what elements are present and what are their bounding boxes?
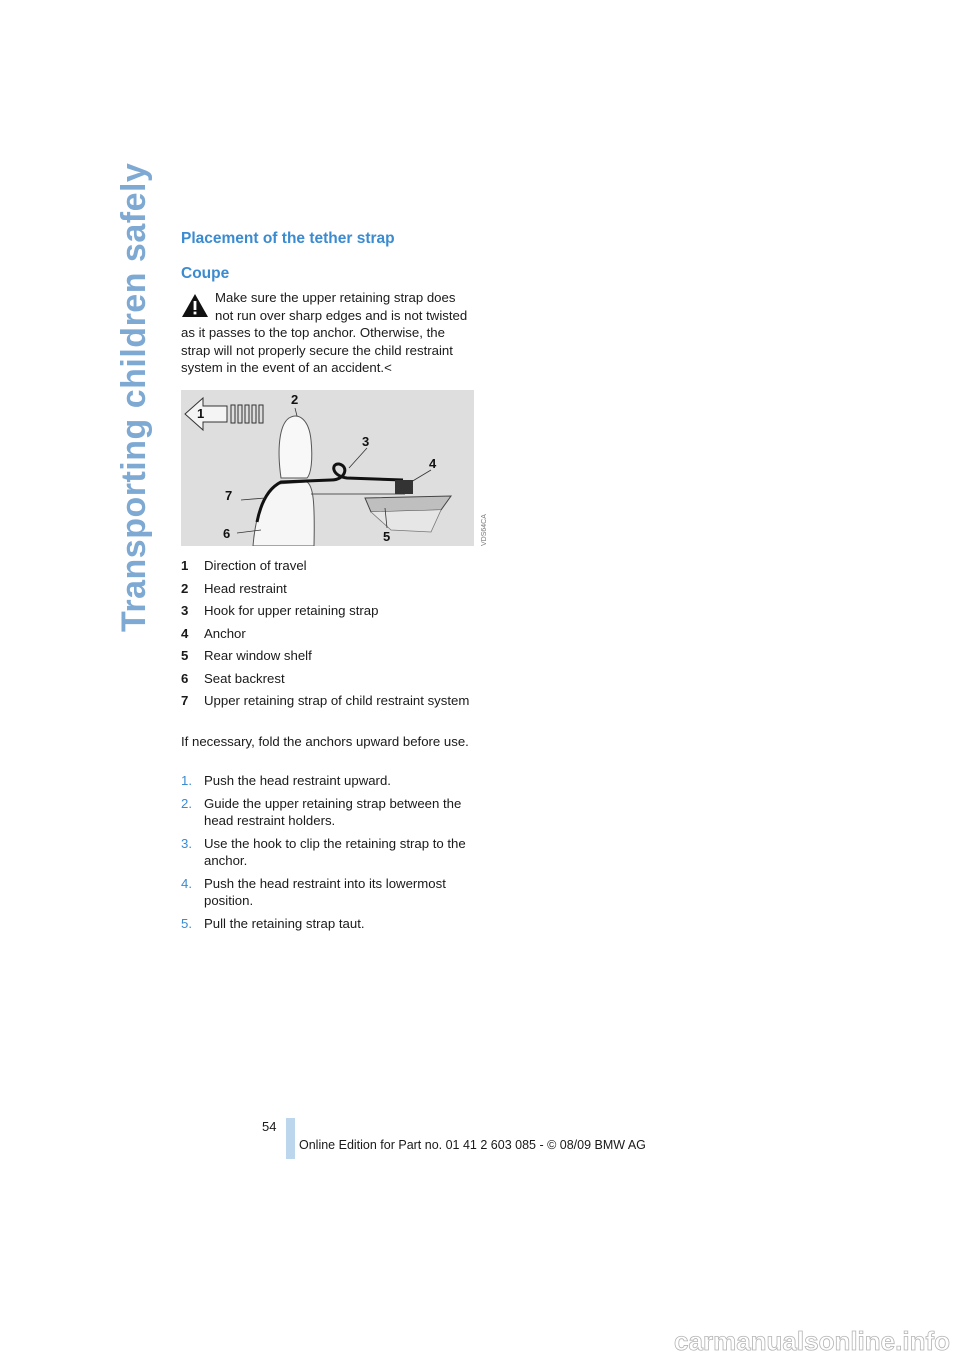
sub-heading: Coupe bbox=[181, 265, 230, 282]
callout-3: 3 bbox=[362, 434, 370, 449]
callout-4: 4 bbox=[429, 456, 437, 471]
warning-text: Make sure the upper retaining strap does not run over sharp edges and is not twisted as it passes to the top anchor. Otherwise, the strap will not properly secure the child restraint system in the event of an accident. bbox=[181, 290, 468, 375]
head-restraint-shape bbox=[279, 416, 312, 478]
watermark-text: carmanualsonline.info bbox=[674, 1326, 950, 1356]
legend-number: 6 bbox=[181, 670, 189, 686]
warning-paragraph bbox=[181, 289, 474, 377]
step-item bbox=[181, 772, 481, 790]
note-paragraph: If necessary, fold the anchors upward before use. bbox=[181, 734, 469, 749]
step-text: Pull the retaining strap taut. bbox=[204, 915, 365, 931]
legend-item bbox=[181, 602, 481, 620]
callout-5: 5 bbox=[383, 529, 391, 544]
step-item bbox=[181, 795, 481, 830]
figure-code-text: VDS64CA bbox=[481, 514, 488, 546]
step-number: 5. bbox=[181, 915, 192, 931]
illustration-drawing bbox=[181, 390, 474, 546]
step-number: 3. bbox=[181, 835, 192, 851]
legend-item bbox=[181, 557, 481, 575]
step-item bbox=[181, 835, 481, 870]
step-text: Use the hook to clip the retaining strap to the anchor. bbox=[204, 835, 466, 868]
legend-text: Direction of travel bbox=[204, 558, 307, 573]
callout-2: 2 bbox=[291, 392, 299, 407]
legend-text: Seat backrest bbox=[204, 670, 285, 686]
chapter-side-title: Transporting children safely bbox=[115, 162, 153, 632]
step-number: 1. bbox=[181, 773, 192, 788]
step-number: 2. bbox=[181, 795, 192, 811]
step-item bbox=[181, 875, 481, 910]
callout-1: 1 bbox=[197, 406, 205, 421]
legend-item bbox=[181, 580, 481, 598]
footer-accent-bar bbox=[286, 1118, 295, 1159]
legend-text: Upper retaining strap of child restraint system bbox=[204, 693, 470, 708]
footer-edition-text: Online Edition for Part no. 01 41 2 603 085 - © 08/09 BMW AG bbox=[299, 1138, 646, 1152]
legend-number: 3 bbox=[181, 603, 189, 618]
legend-number: 1 bbox=[181, 558, 189, 573]
legend-number: 4 bbox=[181, 625, 189, 641]
legend-text: Rear window shelf bbox=[204, 648, 312, 663]
legend-item bbox=[181, 625, 481, 643]
legend-number: 2 bbox=[181, 580, 189, 596]
legend-item bbox=[181, 670, 481, 688]
callout-7: 7 bbox=[225, 488, 233, 503]
legend-item bbox=[181, 647, 481, 665]
warning-end-marker: < bbox=[384, 360, 392, 375]
step-item bbox=[181, 915, 481, 933]
legend-text: Head restraint bbox=[204, 580, 287, 596]
callout-6: 6 bbox=[223, 526, 231, 541]
page-number: 54 bbox=[262, 1119, 277, 1134]
watermark-logo bbox=[0, 1324, 960, 1358]
steps-list bbox=[181, 772, 481, 937]
rear-window-shelf-shape bbox=[365, 496, 451, 512]
step-text: Guide the upper retaining strap between the head restraint holders. bbox=[204, 795, 462, 828]
legend-item bbox=[181, 692, 481, 710]
legend-number: 7 bbox=[181, 693, 189, 708]
step-text: Push the head restraint upward. bbox=[204, 773, 391, 788]
tether-strap-illustration bbox=[181, 390, 474, 546]
step-text: Push the head restraint into its lowermost position. bbox=[204, 875, 446, 908]
legend-text: Anchor bbox=[204, 625, 246, 641]
step-number: 4. bbox=[181, 875, 192, 891]
figure-code bbox=[476, 498, 490, 548]
legend-text: Hook for upper retaining strap bbox=[204, 603, 379, 618]
legend-list bbox=[181, 557, 481, 715]
legend-number: 5 bbox=[181, 648, 189, 663]
section-heading: Placement of the tether strap bbox=[181, 230, 395, 247]
